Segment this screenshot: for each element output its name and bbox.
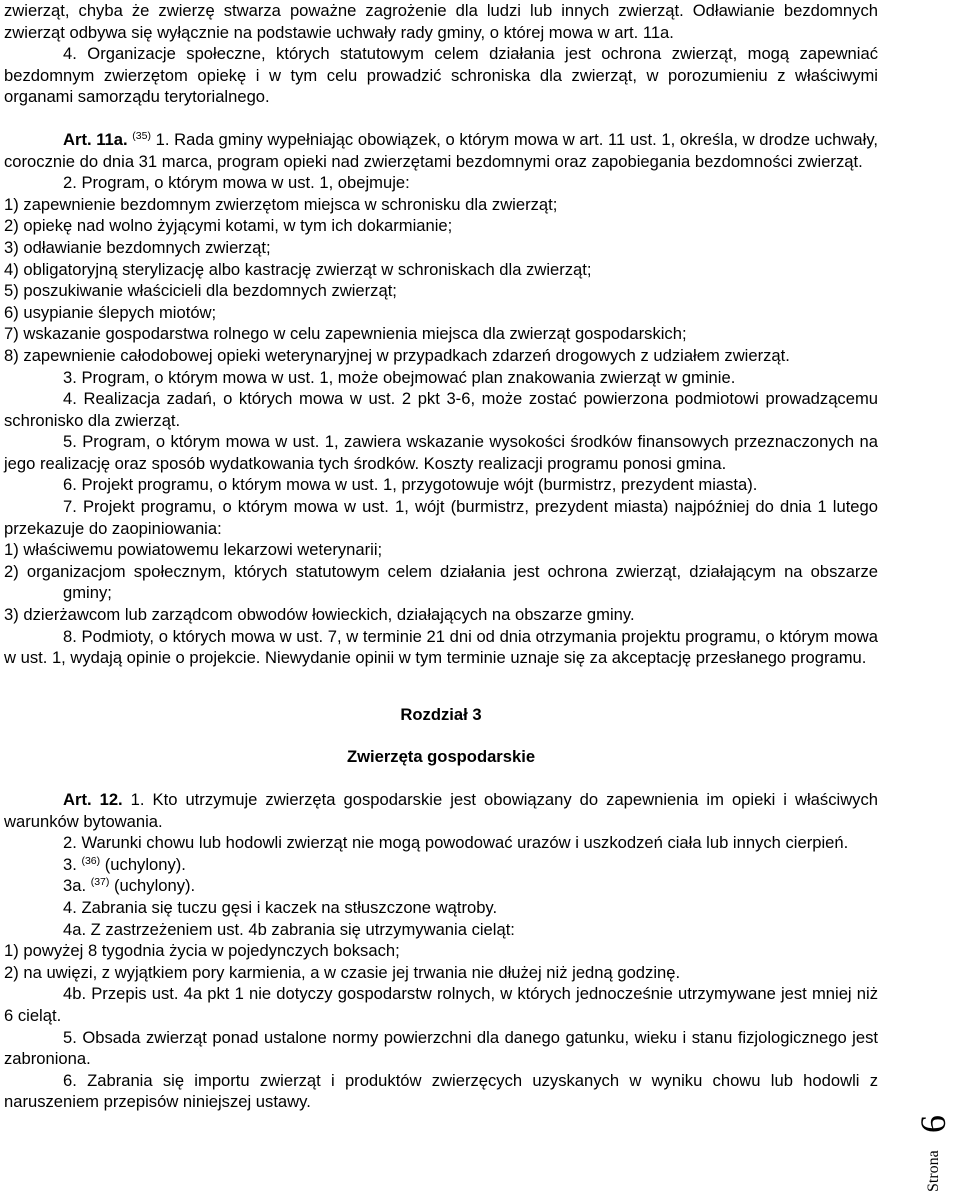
art11a-paragraph-5: 5. Program, o którym mowa w ust. 1, zawiera wskazanie wysokości środków finansowych przeznaczonych na jego realizację oraz sposób wydatkowania tych środków. Koszty realizacji programu ponosi gmina. [4,432,878,473]
list-item: 3) dzierżawcom lub zarządcom obwodów łowieckich, działających na obszarze gminy. [4,605,635,625]
list-item: 4) obligatoryjną sterylizację albo kastrację zwierząt w schroniskach dla zwierząt; [4,259,592,279]
art11a-label: Art. 11a. [63,129,128,149]
list-item: 2) na uwięzi, z wyjątkiem pory karmienia, a w czasie jej trwania nie dłużej niż jedną godzinę. [4,962,681,982]
art11a-paragraph-4: 4. Realizacja zadań, o których mowa w ust. 2 pkt 3-6, może zostać powierzona podmiotowi prowadzącemu schronisko dla zwierząt. [4,389,878,430]
art12-paragraph-6: 6. Zabrania się importu zwierząt i produktów zwierzęcych uzyskanych w wyniku chowu lub hodowli z naruszeniem przepisów niniejszej ustawy. [4,1070,878,1112]
page-word: Strona [925,1150,942,1192]
list-item: 2) opiekę nad wolno żyjącymi kotami, w tym ich dokarmianie; [4,216,453,236]
art12-paragraph-3: 3. $^{(36)}$ (uchylony). [63,854,186,874]
list-item: 1) właściwemu powiatowemu lekarzowi weterynarii; [4,540,383,560]
paragraph-continued: zwierząt, chyba że zwierzę stwarza poważne zagrożenie dla ludzi lub innych zwierząt. Odławianie bezdomnych zwierząt odbywa się wyłącznie na podstawie uchwały rady gminy, o której mowa w art. 11a. [4,1,878,42]
list-item: 6) usypianie ślepych miotów; [4,302,217,322]
art11a-p1-text: 1. Rada gminy wypełniając obowiązek, o którym mowa w art. 11 ust. 1, określa, w drodze uchwały, corocznie do dnia 31 marca, program opieki nad zwierzętami bezdomnymi oraz zapobiegania bezdomności zwierząt. [4,129,878,171]
art11a-paragraph-6: 6. Projekt programu, o którym mowa w ust. 1, przygotowuje wójt (burmistrz, prezydent miasta). [63,475,758,495]
art12-paragraph-5: 5. Obsada zwierząt ponad ustalone normy powierzchni dla danego gatunku, wieku i stanu fizjologicznego jest zabroniona. [4,1027,878,1069]
list-item: 7) wskazanie gospodarstwa rolnego w celu zapewnienia miejsca dla zwierząt gospodarskich; [4,324,687,344]
art12-calf-list [4,940,878,983]
list-item: 2) organizacjom społecznym, których statutowym celem działania jest ochrona zwierząt, działającym na obszarze gminy; [4,561,878,603]
list-item: 3) odławianie bezdomnych zwierząt; [4,237,271,257]
chapter-number: Rozdział 3 [400,704,482,724]
footnote-ref-36: (36) [81,854,101,867]
art12-label: Art. 12. [63,790,123,809]
page-number: 6 [913,1115,953,1133]
art12-paragraph-1 [4,789,878,832]
art11-paragraph-4: 4. Organizacje społeczne, których statutowym celem działania jest ochrona zwierząt, mogą zapewniać bezdomnym zwierzętom opiekę i w tym celu prowadzić schroniska dla zwierząt, w porozumieniu z właściwymi organami samorządu terytorialnego. [4,44,878,107]
footnote-ref-37: (37) [90,876,110,889]
art12-paragraph-2: 2. Warunki chowu lub hodowli zwierząt nie mogą powodować urazów i uszkodzeń ciała lub innych cierpień. [63,833,849,853]
footnote-ref-35: (35) [132,129,151,142]
art12-p1-text: 1. Kto utrzymuje zwierzęta gospodarskie jest obowiązany do zapewnienia im opieki i właściwych warunków bytowania. [4,790,878,831]
list-item: 5) poszukiwanie właścicieli dla bezdomnych zwierząt; [4,281,397,301]
art11a-paragraph-3: 3. Program, o którym mowa w ust. 1, może obejmować plan znakowania zwierząt w gminie. [63,367,736,387]
art11a-paragraph-7: 7. Projekt programu, o którym mowa w ust. 1, wójt (burmistrz, prezydent miasta) najpóźniej do dnia 1 lutego przekazuje do zaopiniowania: [4,497,878,538]
art11a-paragraph-2: 2. Program, o którym mowa w ust. 1, obejmuje: [63,173,410,193]
art12-paragraph-4b: 4b. Przepis ust. 4a pkt 1 nie dotyczy gospodarstw rolnych, w których jednocześnie utrzymywane jest mniej niż 6 cieląt. [4,984,878,1025]
list-item: 1) zapewnienie bezdomnym zwierzętom miejsca w schronisku dla zwierząt; [4,194,558,214]
art12-paragraph-4: 4. Zabrania się tuczu gęsi i kaczek na stłuszczone wątroby. [63,897,498,917]
art12-paragraph-4a: 4a. Z zastrzeżeniem ust. 4b zabrania się utrzymywania cieląt: [63,919,515,939]
chapter-title: Zwierzęta gospodarskie [346,747,536,767]
page-number-marker [913,1108,956,1194]
list-item: 8) zapewnienie całodobowej opieki weterynaryjnej w przypadkach zdarzeń drogowych z udziałem zwierząt. [4,345,790,365]
art11a-paragraph-1 [4,129,878,172]
art11a-program-list [4,194,878,367]
art12-paragraph-3a: 3a. $^{(37)}$ (uchylony). [63,876,196,896]
art11a-paragraph-8: 8. Podmioty, o których mowa w ust. 7, w terminie 21 dni od dnia otrzymania projektu programu, o którym mowa w ust. 1, wydają opinie o projekcie. Niewydanie opinii w tym terminie uznaje się za akceptację przesłanego programu. [4,626,878,668]
art11a-opinion-list [4,539,878,625]
list-item: 1) powyżej 8 tygodnia życia w pojedynczych boksach; [4,941,400,961]
document-body [4,0,878,1113]
